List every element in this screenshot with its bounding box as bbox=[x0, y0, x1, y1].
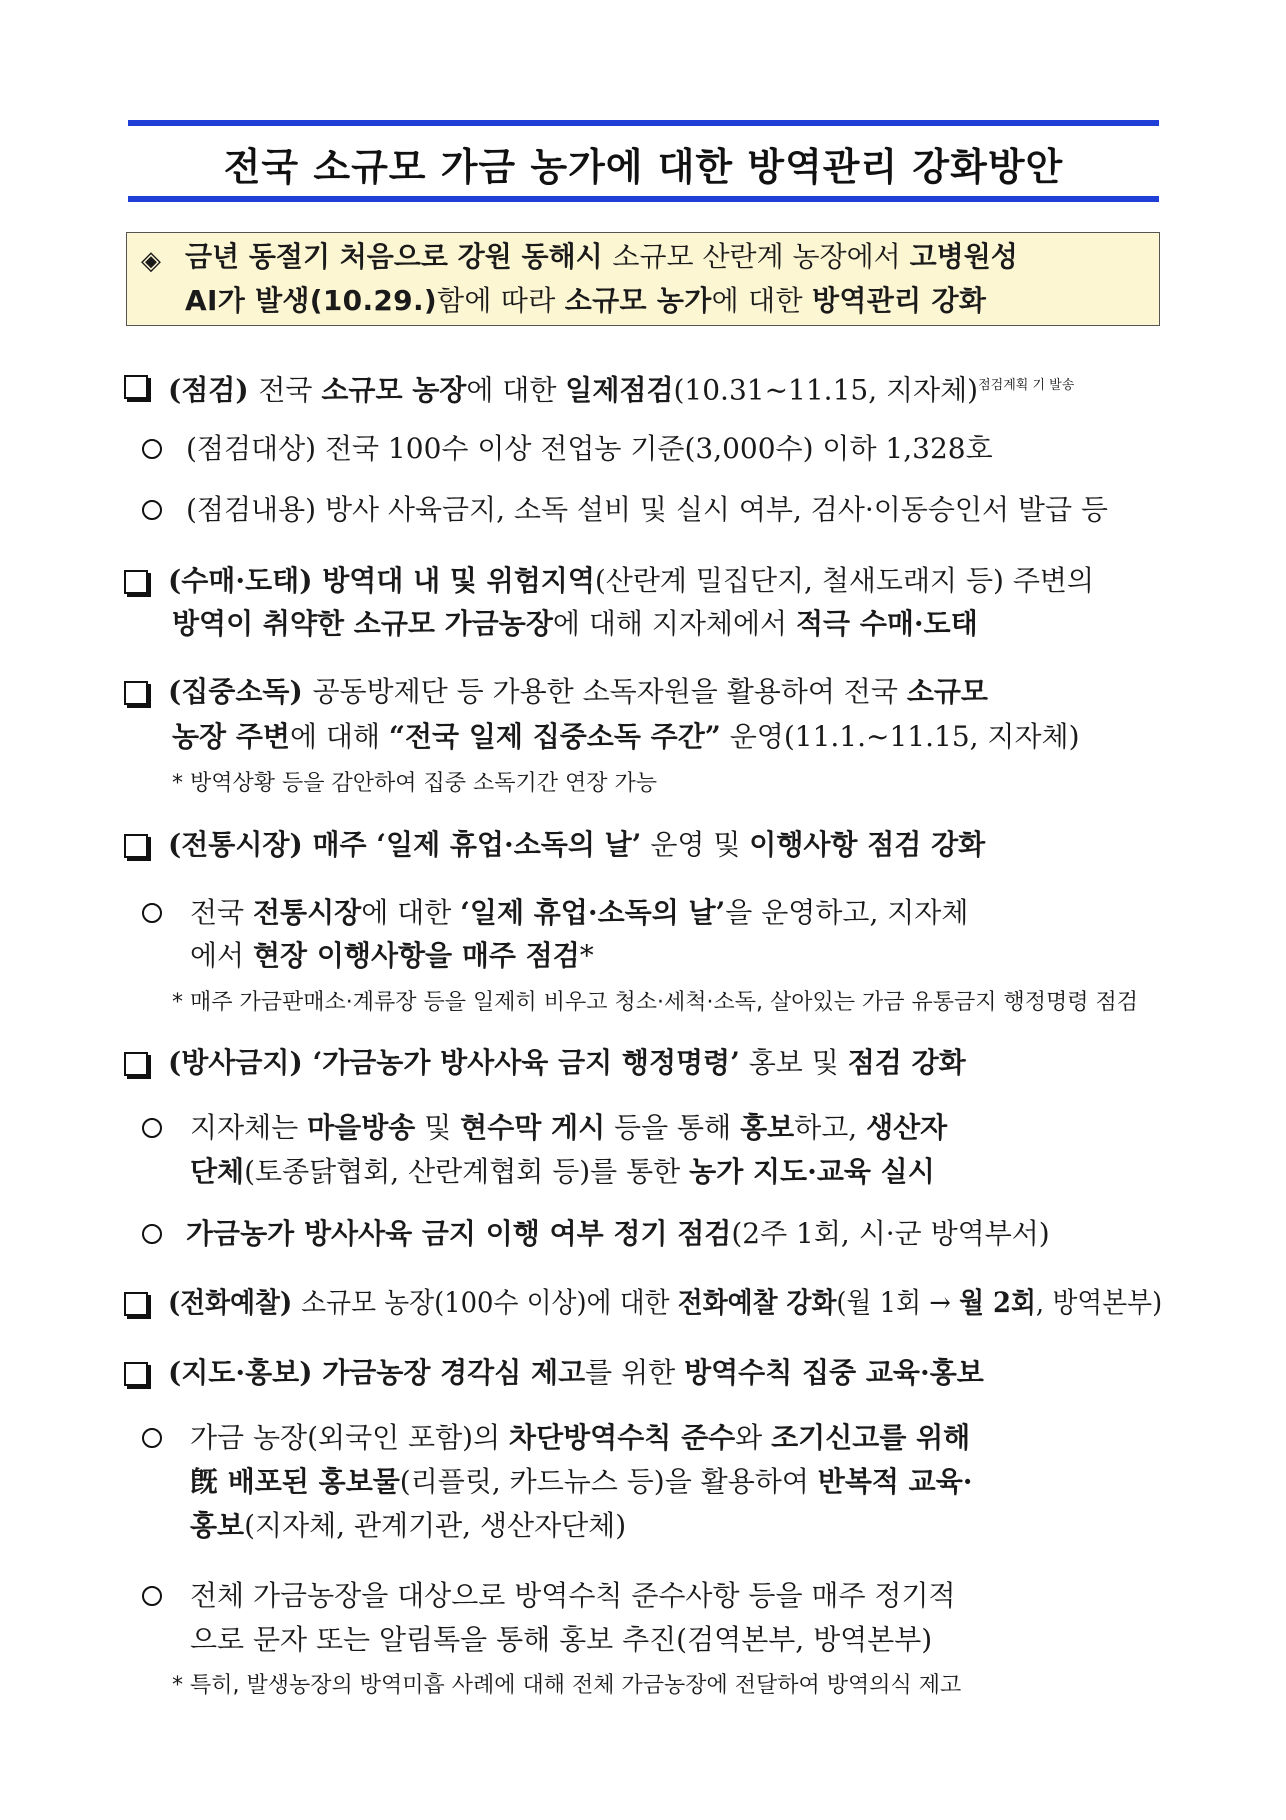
text-run: 전국 bbox=[190, 896, 253, 929]
checkbox-bullet-icon bbox=[124, 681, 148, 705]
bold-text-run: 이행사항 점검 강화 bbox=[749, 828, 986, 861]
diamond-bullet-icon: ◈ bbox=[141, 246, 161, 276]
bold-text-run: 방역대 내 및 위험지역 bbox=[322, 564, 595, 597]
guidance-item-2-line-1: 전체 가금농장을 대상으로 방역수칙 준수사항 등을 매주 정기적 bbox=[190, 1579, 956, 1612]
section-culling-line-1 bbox=[168, 561, 1094, 601]
text-run: 홍보 및 bbox=[739, 1046, 848, 1079]
checkbox-bullet-icon bbox=[124, 1052, 148, 1076]
bold-text-run: (수매·도태) bbox=[168, 564, 323, 597]
bold-text-run: 일제점검 bbox=[565, 373, 674, 407]
section-inspection-text bbox=[168, 373, 978, 406]
checkbox-bullet-icon bbox=[124, 375, 148, 399]
text-run: 운영 및 bbox=[641, 828, 750, 861]
bold-text-run: 단체 bbox=[190, 1155, 245, 1188]
text-run: 에 대한 bbox=[361, 896, 461, 929]
text-run: 등을 통해 bbox=[605, 1111, 741, 1144]
free-range-item-1-line-2 bbox=[190, 1152, 935, 1192]
guidance-item-1-line-2 bbox=[190, 1462, 973, 1502]
bold-text-run: (지도·홍보) bbox=[168, 1356, 323, 1389]
free-range-item-2 bbox=[186, 1214, 1050, 1254]
bold-text-run: ‘가금농가 방사사육 금지 행정명령’ bbox=[312, 1046, 740, 1079]
circle-bullet-icon bbox=[142, 1224, 162, 1244]
text-run: (리플릿, 카드뉴스 등)을 활용하여 bbox=[399, 1465, 818, 1498]
section-guidance-heading bbox=[168, 1353, 984, 1393]
bold-text-run: (집중소독) bbox=[168, 675, 313, 708]
checkbox-bullet-icon bbox=[124, 570, 148, 594]
checkbox-bullet-icon bbox=[124, 1292, 148, 1316]
text-run: (10.31~11.15, 지자체) bbox=[673, 373, 979, 407]
text-run: 공동방제단 등 가용한 소독자원을 활용하여 전국 bbox=[312, 675, 907, 708]
checkbox-bullet-icon bbox=[124, 1362, 148, 1386]
market-item-line-1 bbox=[190, 893, 968, 933]
section-inspection-heading bbox=[168, 366, 1074, 410]
title-bottom-rule bbox=[128, 196, 1159, 202]
text-run: 와 bbox=[735, 1421, 772, 1454]
bold-text-run: AI가 발생(10.29.) bbox=[185, 284, 437, 317]
text-run: 운영(11.1.~11.15, 지자체) bbox=[720, 720, 1080, 753]
bold-text-run: 旣 배포된 홍보물 bbox=[190, 1465, 400, 1498]
bold-text-run: 점검 강화 bbox=[847, 1046, 966, 1079]
text-run: * bbox=[579, 939, 594, 972]
bold-text-run: 가금농장 경각심 제고 bbox=[322, 1356, 586, 1389]
summary-box bbox=[126, 232, 1160, 326]
section-disinfection-line-2 bbox=[172, 717, 1080, 757]
text-run: 을 운영하고, 지자체 bbox=[725, 896, 969, 929]
page-title: 전국 소규모 가금 농가에 대한 방역관리 강화방안 bbox=[223, 145, 1064, 189]
bold-text-run: 현수막 게시 bbox=[460, 1111, 606, 1144]
bold-text-run: 방역이 취약한 소규모 가금농장 bbox=[172, 607, 553, 640]
bold-text-run: 현장 이행사항을 매주 점검 bbox=[253, 939, 580, 972]
text-run: (산란계 밀집단지, 철새도래지 등) 주변의 bbox=[594, 564, 1094, 597]
text-run: 에 대한 bbox=[466, 373, 566, 407]
section-market-note: * 매주 가금판매소·계류장 등을 일제히 비우고 청소·세척·소독, 살아있는 가금 유통금지 행정명령 점검 bbox=[172, 990, 1138, 1015]
text-run: (2주 1회, 시·군 방역부서) bbox=[731, 1217, 1050, 1250]
bold-text-run: (방사금지) bbox=[168, 1046, 313, 1079]
text-run: 에서 bbox=[190, 939, 253, 972]
circle-bullet-icon bbox=[142, 1118, 162, 1138]
title-top-rule bbox=[128, 120, 1159, 126]
section-inspection-superscript: 점검계획 기 발송 bbox=[978, 378, 1075, 393]
text-run: , 방역본부) bbox=[1035, 1286, 1163, 1319]
inspection-content-item: (점검내용) 방사 사육금지, 소독 설비 및 실시 여부, 검사·이동승인서 발급 등 bbox=[186, 493, 1108, 526]
bold-text-run: 월 2회 bbox=[959, 1286, 1036, 1319]
circle-bullet-icon bbox=[142, 1586, 162, 1606]
text-run: 지자체는 bbox=[190, 1111, 308, 1144]
bold-text-run: 소규모 bbox=[906, 675, 988, 708]
circle-bullet-icon bbox=[142, 903, 162, 923]
text-run: (월 1회 → bbox=[836, 1286, 960, 1319]
bold-text-run: (전통시장) bbox=[168, 828, 313, 861]
section-disinfection-line-1 bbox=[168, 672, 988, 712]
bold-text-run: “전국 일제 집중소독 주간” bbox=[388, 720, 721, 753]
bold-text-run: 차단방역수칙 준수 bbox=[509, 1421, 736, 1454]
text-run: 를 위한 bbox=[585, 1356, 685, 1389]
section-culling-line-2 bbox=[172, 604, 978, 644]
checkbox-bullet-icon bbox=[124, 834, 148, 858]
text-run: 에 대해 bbox=[289, 720, 389, 753]
inspection-target-item: (점검대상) 전국 100수 이상 전업농 기준(3,000수) 이하 1,328호 bbox=[186, 432, 993, 465]
bold-text-run: 고병원성 bbox=[909, 240, 1018, 273]
text-run: (지자체, 관계기관, 생산자단체) bbox=[244, 1509, 627, 1542]
bold-text-run: 조기신고를 위해 bbox=[771, 1421, 971, 1454]
bold-text-run: ‘일제 휴업·소독의 날’ bbox=[460, 896, 726, 929]
bold-text-run: 농장 주변 bbox=[172, 720, 290, 753]
text-run: 소규모 산란계 농장에서 bbox=[612, 240, 910, 273]
market-item-line-2 bbox=[190, 936, 594, 976]
bold-text-run: 농가 지도·교육 실시 bbox=[689, 1155, 935, 1188]
summary-line-1 bbox=[185, 235, 1145, 279]
text-run: (토종닭협회, 산란계협회 등)를 통한 bbox=[244, 1155, 690, 1188]
bold-text-run: (전화예찰) bbox=[168, 1286, 302, 1319]
bold-text-run: 매주 ‘일제 휴업·소독의 날’ bbox=[312, 828, 642, 861]
section-free-range-heading bbox=[168, 1043, 966, 1083]
bold-text-run: 적극 수매·도태 bbox=[795, 607, 978, 640]
bold-text-run: 소규모 농가 bbox=[564, 284, 712, 317]
bold-text-run: 반복적 교육· bbox=[817, 1465, 973, 1498]
bold-text-run: 생산자 bbox=[866, 1111, 948, 1144]
circle-bullet-icon bbox=[142, 1428, 162, 1448]
guidance-item-2-line-2: 으로 문자 또는 알림톡을 통해 홍보 추진(검역본부, 방역본부) bbox=[190, 1623, 933, 1656]
guidance-item-1-line-3 bbox=[190, 1506, 626, 1546]
text-run: 하고, bbox=[794, 1111, 867, 1144]
text-run: 에 대한 bbox=[711, 284, 813, 317]
bold-text-run: 홍보 bbox=[740, 1111, 795, 1144]
summary-line-2 bbox=[185, 279, 1145, 323]
bold-text-run: 방역관리 강화 bbox=[812, 284, 987, 317]
title-banner bbox=[128, 120, 1159, 202]
bold-text-run: 전통시장 bbox=[253, 896, 362, 929]
text-run: 가금 농장(외국인 포함)의 bbox=[190, 1421, 510, 1454]
circle-bullet-icon bbox=[142, 500, 162, 520]
section-guidance-note: * 특히, 발생농장의 방역미흡 사례에 대해 전체 가금농장에 전달하여 방역의식 제고 bbox=[172, 1673, 962, 1698]
section-phone-surveillance bbox=[168, 1283, 1162, 1323]
bold-text-run: 홍보 bbox=[190, 1509, 245, 1542]
bold-text-run: 소규모 농장 bbox=[321, 373, 467, 407]
circle-bullet-icon bbox=[142, 439, 162, 459]
text-run: 전국 bbox=[258, 373, 322, 407]
bold-text-run: 방역수칙 집중 교육·홍보 bbox=[684, 1356, 984, 1389]
bold-text-run: 전화예찰 강화 bbox=[677, 1286, 837, 1319]
section-disinfection-note: * 방역상황 등을 감안하여 집중 소독기간 연장 가능 bbox=[172, 771, 657, 796]
bold-text-run: (점검) bbox=[168, 373, 259, 407]
free-range-item-1-line-1 bbox=[190, 1108, 947, 1148]
bold-text-run: 금년 동절기 처음으로 강원 동해시 bbox=[185, 240, 613, 273]
bold-text-run: 마을방송 bbox=[307, 1111, 416, 1144]
guidance-item-1-line-1 bbox=[190, 1418, 970, 1458]
section-market-heading bbox=[168, 825, 985, 865]
text-run: 및 bbox=[415, 1111, 461, 1144]
text-run: 함에 따라 bbox=[436, 284, 565, 317]
text-run: 소규모 농장(100수 이상)에 대한 bbox=[301, 1286, 678, 1319]
bold-text-run: 가금농가 방사사육 금지 이행 여부 정기 점검 bbox=[186, 1217, 732, 1250]
text-run: 에 대해 지자체에서 bbox=[552, 607, 796, 640]
